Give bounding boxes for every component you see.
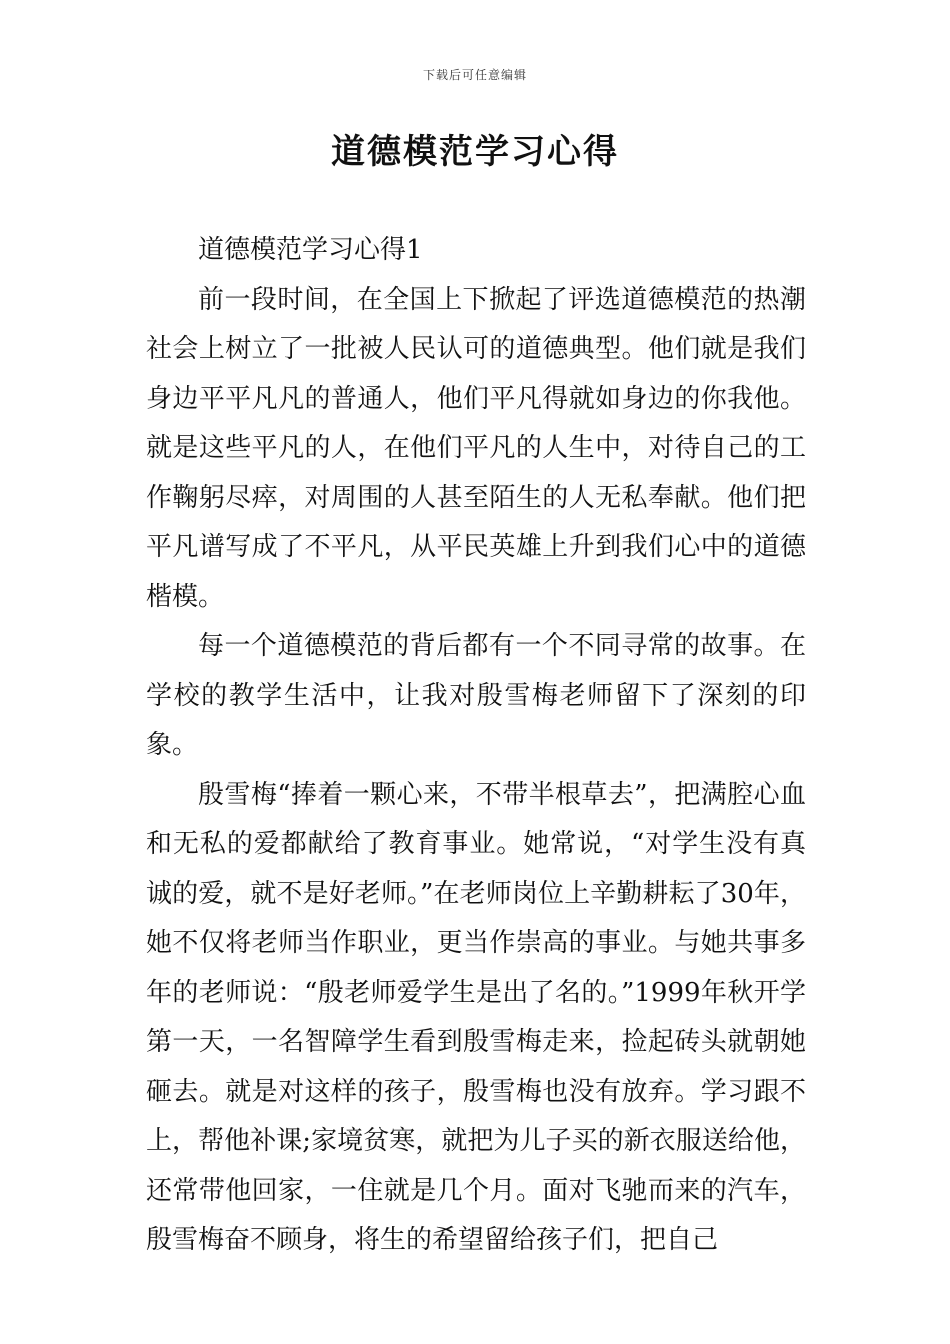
body-paragraph: 殷雪梅“捧着一颗心来，不带半根草去”，把满腔心血和无私的爱都献给了教育事业。她常说，“对学生没有真诚的爱，就不是好老师。”在老师岗位上辛勤耕耘了30年，她不仅将老师当作职业，更当作崇高的事业。与她共事多年的老师说：“殷老师爱学生是出了名的。”1999年秋开学第一天，一名智障学生看到殷雪梅走来，捡起砖头就朝她砸去。就是对这样的孩子，殷雪梅也没有放弃。学习跟不上，帮他补课;家境贫寒，就把为儿子买的新衣服送给他，还常带他回家，一住就是几个月。面对飞驰而来的汽车，殷雪梅奋不顾身，将生的希望留给孩子们，把自己 [146,779,806,1255]
header-note: 下载后可任意编辑 [422,68,527,82]
body-paragraph: 每一个道德模范的背后都有一个不同寻常的故事。在学校的教学生活中，让我对殷雪梅老师留下了深刻的印象。 [146,631,806,760]
document-body [146,226,806,1266]
document-title: 道德模范学习心得 [331,132,619,172]
body-paragraph: 前一段时间，在全国上下掀起了评选道德模范的热潮社会上树立了一批被人民认可的道德典型。他们就是我们身边平平凡凡的普通人，他们平凡得就如身边的你我他。就是这些平凡的人，在他们平凡的人生中，对待自己的工作鞠躬尽瘁，对周围的人甚至陌生的人无私奉献。他们把平凡谱写成了不平凡，从平民英雄上升到我们心中的道德楷模。 [146,284,806,612]
section-heading: 道德模范学习心得1 [198,235,423,265]
